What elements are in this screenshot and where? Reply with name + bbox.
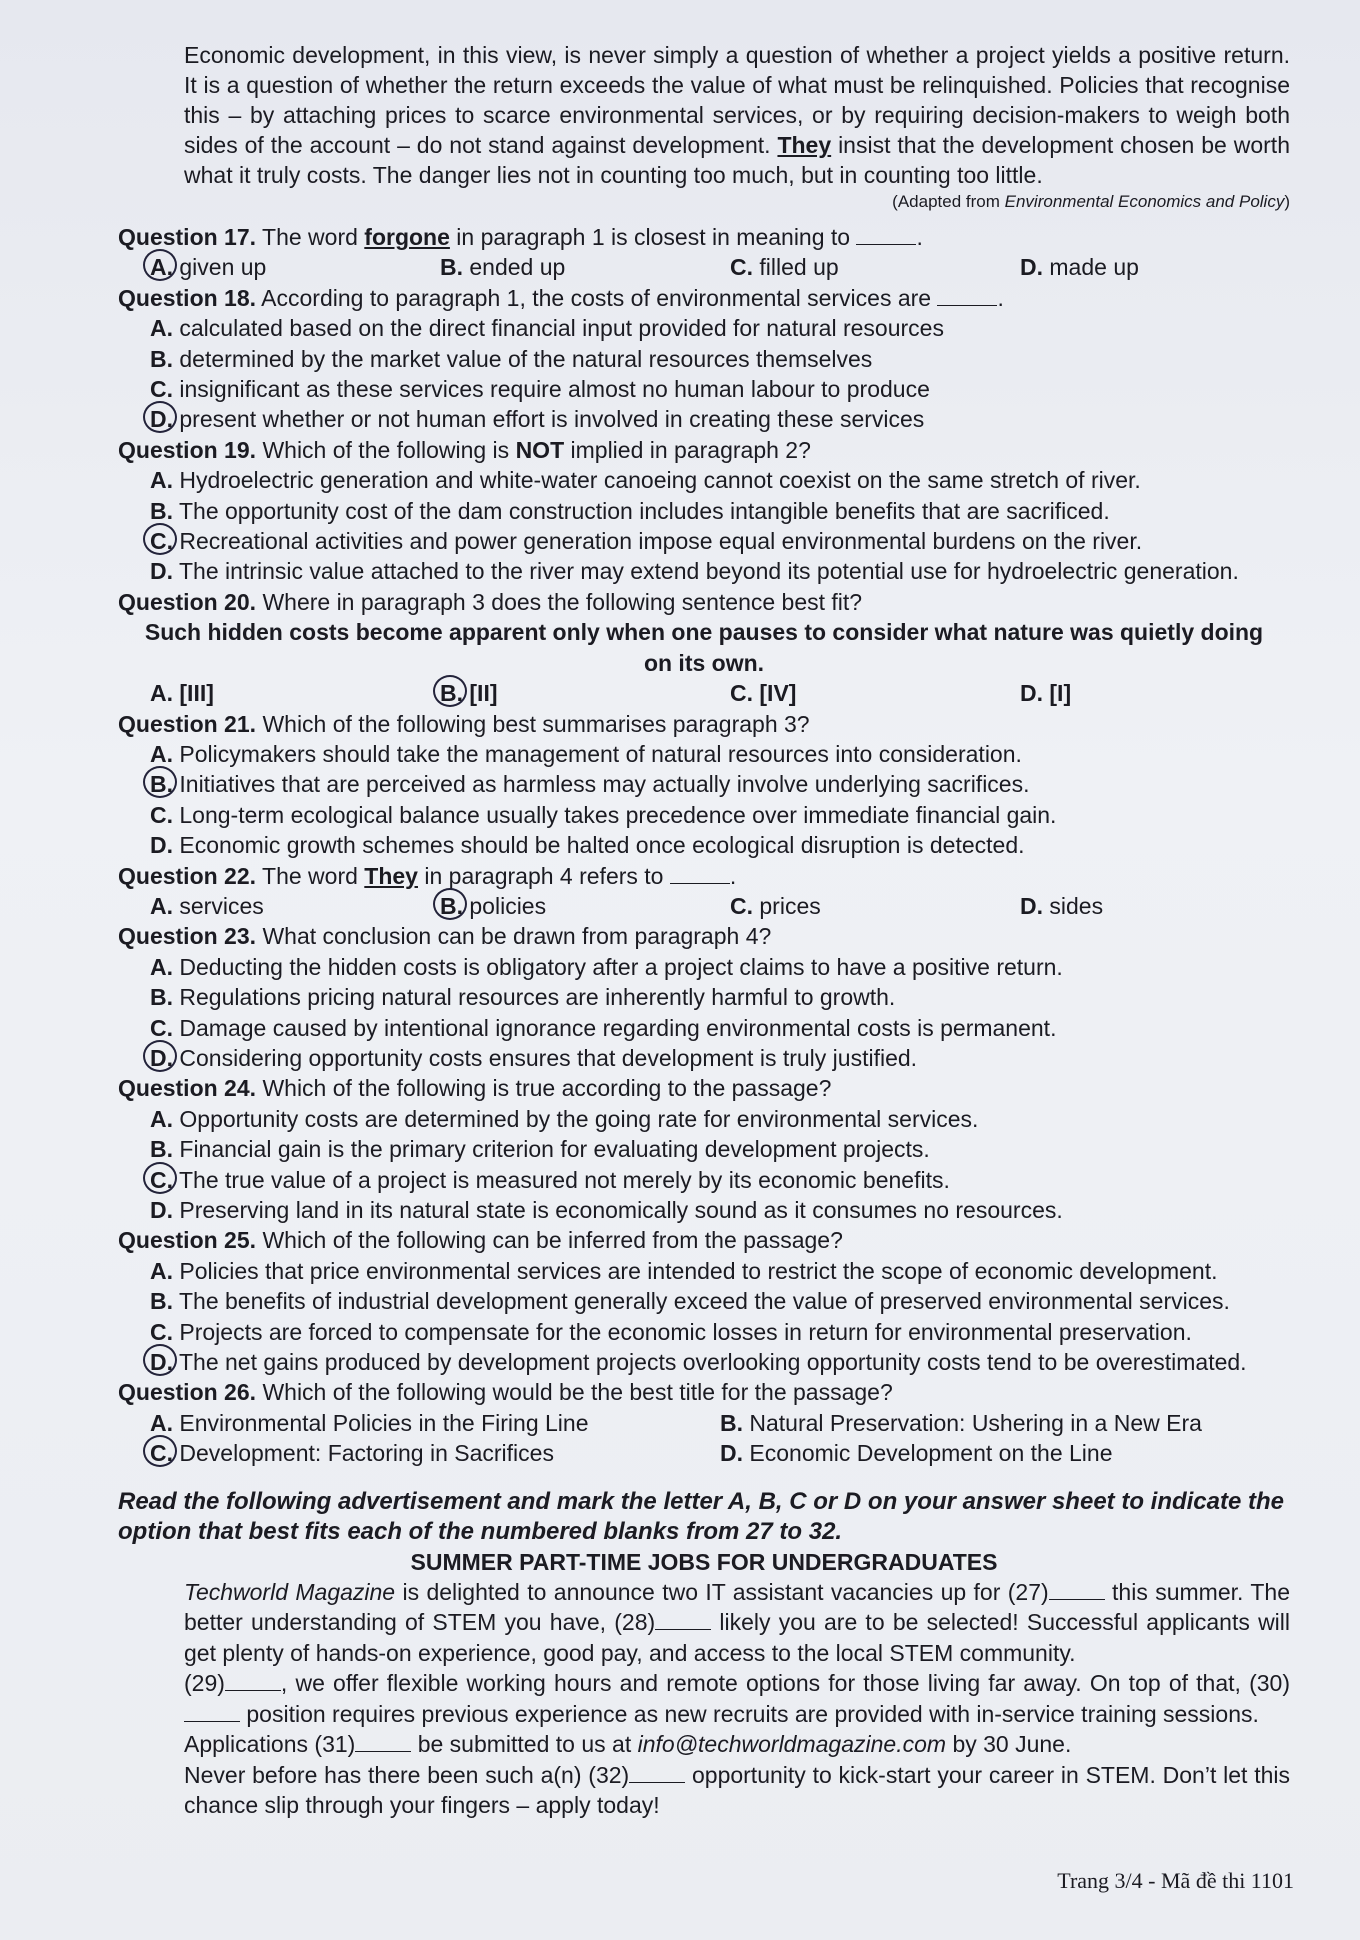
insert-sentence: Such hidden costs become apparent only when one pauses to consider what nature was quietly doing on its own.	[144, 619, 1264, 676]
question-25: Question 25. Which of the following can be inferred from the passage?	[118, 1227, 843, 1254]
page-footer: Trang 3/4 - Mã đề thi 1101	[1057, 1868, 1294, 1893]
option-b[interactable]: B. policies	[440, 891, 730, 921]
option-a[interactable]: A. [III]	[150, 680, 214, 707]
question-18: Question 18. According to paragraph 1, the costs of environmental services are .	[118, 284, 1004, 311]
option-a[interactable]: A. given up	[150, 252, 440, 282]
circle-mark: D.	[150, 404, 173, 434]
option-d[interactable]: D. Economic growth schemes should be halted once ecological disruption is detected.	[150, 832, 1025, 859]
answer-blank	[937, 287, 997, 306]
question-17-options	[118, 252, 1290, 282]
answer-blank	[856, 226, 916, 245]
option-d[interactable]: D. Economic Development on the Line	[720, 1440, 1113, 1467]
option-d[interactable]: D. made up	[1020, 254, 1139, 281]
section-instruction: Read the following advertisement and mark the letter A, B, C or D on your answer sheet to indicate the option that best fits each of the numbered blanks from 27 to 32.	[118, 1487, 1285, 1545]
passage-paragraph-4	[118, 40, 1290, 190]
blank-30[interactable]	[184, 1703, 240, 1722]
option-c[interactable]: C. Development: Factoring in Sacrifices	[150, 1438, 720, 1468]
answer-blank	[670, 865, 730, 884]
blank-31[interactable]	[355, 1733, 411, 1752]
question-21: Question 21. Which of the following best summarises paragraph 3?	[118, 710, 810, 737]
circle-mark: B.	[440, 678, 463, 708]
option-c[interactable]: C. [IV]	[730, 680, 797, 707]
option-b[interactable]: B. The opportunity cost of the dam construction includes intangible benefits that are sacrificed.	[150, 497, 1110, 524]
option-c[interactable]: C. Recreational activities and power generation impose equal environmental burdens on the river.	[118, 526, 1290, 556]
circle-mark: B.	[150, 769, 173, 799]
option-c[interactable]: C. prices	[730, 892, 821, 919]
circle-mark: C.	[150, 1438, 173, 1468]
question-19: Question 19. Which of the following is NOT implied in paragraph 2?	[118, 436, 811, 463]
option-b[interactable]: B. The benefits of industrial development generally exceed the value of preserved environmental services.	[150, 1288, 1230, 1315]
target-word-forgone: forgone	[364, 224, 450, 250]
ad-paragraph-2: (29) , we offer flexible working hours and remote options for those living far away. On top of that, (30) position requires previous experience as new recruits are provided with in-service training sessions.	[184, 1670, 1290, 1727]
question-26-options-row-1	[118, 1408, 1290, 1438]
option-b[interactable]: B. determined by the market value of the natural resources themselves	[150, 345, 873, 372]
option-d[interactable]: D. sides	[1020, 892, 1104, 919]
circle-mark: D.	[150, 1347, 173, 1377]
email-link[interactable]: info@techworldmagazine.com	[637, 1731, 947, 1758]
passage-text: Economic development, in this view, is never simply a question of whether a project yields a positive return. It is a question of whether the return exceeds the value of what must be relinquished. Policies that recognise this – by attaching prices to scarce environmental services, or by requiring decision-makers to weigh both sides of the account – do not stand against development.	[184, 42, 1290, 158]
blank-28[interactable]	[655, 1611, 711, 1630]
circle-mark: C.	[150, 1165, 173, 1195]
option-c[interactable]: C. Damage caused by intentional ignorance regarding environmental costs is permanent.	[150, 1014, 1057, 1041]
option-a[interactable]: A. Policies that price environmental services are intended to restrict the scope of economic development.	[150, 1257, 1218, 1284]
question-17: Question 17. The word forgone in paragraph 1 is closest in meaning to .	[118, 224, 923, 250]
circle-mark: A.	[150, 252, 173, 282]
option-a[interactable]: A. calculated based on the direct financial input provided for natural resources	[150, 315, 944, 342]
question-22: Question 22. The word They in paragraph 4 refers to .	[118, 862, 737, 889]
option-c[interactable]: C. Projects are forced to compensate for the economic losses in return for environmental preservation.	[150, 1318, 1192, 1345]
circle-mark: B.	[440, 891, 463, 921]
advertisement	[118, 1577, 1290, 1821]
option-a[interactable]: A. Deducting the hidden costs is obligatory after a project claims to have a positive return.	[150, 953, 1063, 980]
option-d[interactable]: D. Preserving land in its natural state is economically sound as it consumes no resources.	[150, 1197, 1063, 1223]
option-d[interactable]: D. present whether or not human effort is involved in creating these services	[118, 404, 1290, 434]
ad-title: SUMMER PART-TIME JOBS FOR UNDERGRADUATES	[410, 1548, 998, 1575]
option-b[interactable]: B. Financial gain is the primary criterion for evaluating development projects.	[150, 1136, 930, 1163]
option-a[interactable]: A. Hydroelectric generation and white-water canoeing cannot coexist on the same stretch of river.	[150, 467, 1141, 494]
question-26: Question 26. Which of the following would be the best title for the passage?	[118, 1379, 893, 1406]
ad-paragraph-3: Applications (31) be submitted to us at info@techworldmagazine.com by 30 June.	[184, 1731, 1072, 1758]
ad-paragraph-1: Techworld Magazine is delighted to announce two IT assistant vacancies up for (27) this summer. The better understanding of STEM you have, (28) likely you are to be selected! Successful applicants will get plenty of hands-on experience, good pay, and access to the local STEM community.	[184, 1578, 1291, 1666]
target-word-they: They	[364, 862, 418, 889]
option-d[interactable]: D. Considering opportunity costs ensures that development is truly justified.	[118, 1043, 1290, 1073]
option-d[interactable]: D. The intrinsic value attached to the river may extend beyond its potential use for hydroelectric generation.	[150, 558, 1239, 585]
option-c[interactable]: C. insignificant as these services require almost no human labour to produce	[150, 376, 930, 403]
question-23: Question 23. What conclusion can be drawn from paragraph 4?	[118, 923, 772, 950]
option-a[interactable]: A. Environmental Policies in the Firing Line	[150, 1409, 589, 1436]
blank-32[interactable]	[629, 1764, 685, 1783]
option-d[interactable]: D. The net gains produced by development projects overlooking opportunity costs tend to be overestimated.	[118, 1347, 1290, 1377]
option-b[interactable]: B. ended up	[440, 254, 566, 281]
blank-29[interactable]	[225, 1672, 281, 1691]
option-b[interactable]: B. Natural Preservation: Ushering in a New Era	[720, 1409, 1202, 1436]
question-22-options	[118, 891, 1290, 921]
option-c[interactable]: C. Long-term ecological balance usually takes precedence over immediate financial gain.	[150, 801, 1057, 828]
blank-27[interactable]	[1049, 1581, 1105, 1600]
option-b[interactable]: B. Regulations pricing natural resources are inherently harmful to growth.	[150, 984, 896, 1011]
question-24: Question 24. Which of the following is true according to the passage?	[118, 1075, 832, 1102]
option-b[interactable]: B. [II]	[440, 678, 730, 708]
option-c[interactable]: C. filled up	[730, 254, 839, 281]
option-a[interactable]: A. Opportunity costs are determined by the going rate for environmental services.	[150, 1105, 979, 1132]
ad-paragraph-4: Never before has there been such a(n) (32) opportunity to kick-start your career in STEM. Don’t let this chance slip through your fingers – apply today!	[184, 1761, 1290, 1819]
circle-mark: D.	[150, 1043, 173, 1073]
question-26-options-row-2	[118, 1438, 1290, 1468]
option-a[interactable]: A. services	[150, 892, 264, 919]
option-d[interactable]: D. [I]	[1020, 680, 1072, 707]
option-a[interactable]: A. Policymakers should take the management of natural resources into consideration.	[150, 740, 1022, 767]
option-b[interactable]: B. Initiatives that are perceived as harmless may actually involve underlying sacrifices.	[118, 769, 1290, 799]
question-20-options	[118, 678, 1290, 708]
option-c[interactable]: C. The true value of a project is measured not merely by its economic benefits.	[118, 1165, 1290, 1195]
question-20: Question 20. Where in paragraph 3 does the following sentence best fit?	[118, 588, 863, 615]
passage-source: (Adapted from Environmental Economics and Policy)	[892, 192, 1290, 211]
passage-text-end: insist that the development chosen be worth what it truly costs. The danger lies not in counting too much, but in counting too little.	[184, 132, 1290, 188]
circle-mark: C.	[150, 526, 173, 556]
passage-word-they: They	[777, 132, 832, 158]
